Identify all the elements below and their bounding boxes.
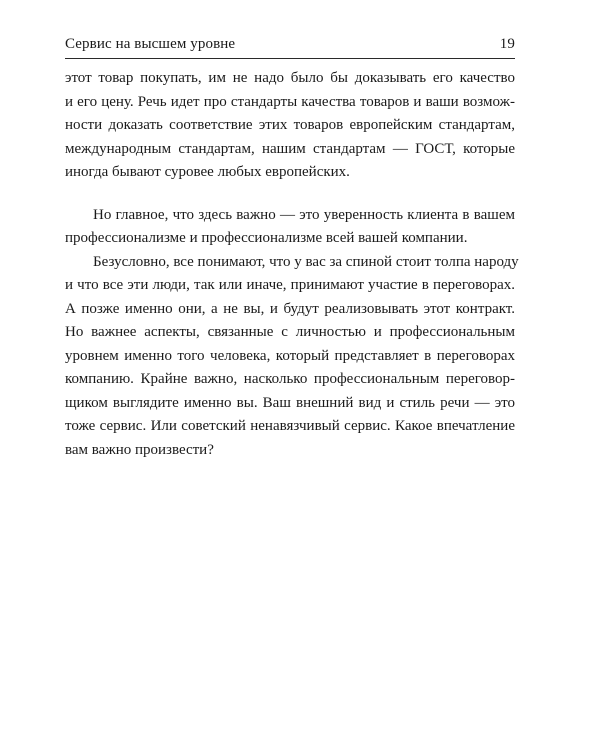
text-line: щиком выглядите именно вы. Ваш внешний вид и стиль речи — это bbox=[65, 394, 515, 411]
body-text bbox=[65, 67, 519, 462]
paragraph-2 bbox=[65, 204, 515, 251]
text-line: этот товар покупать, им не надо было бы доказывать его качество bbox=[65, 70, 515, 86]
page-number: 19 bbox=[499, 36, 515, 52]
running-header bbox=[65, 33, 515, 59]
paragraph-spacer bbox=[65, 185, 515, 204]
text-line: иногда бывают суровее любых европейских. bbox=[65, 164, 350, 180]
text-line: Но главное, что здесь важно — это уверенность клиента в вашем bbox=[93, 206, 515, 223]
text-line: компанию. Крайне важно, насколько профессиональным переговор- bbox=[65, 371, 515, 387]
text-line: Безусловно, все понимают, что у вас за спиной стоит толпа народу bbox=[93, 253, 519, 270]
text-line: вам важно произвести? bbox=[65, 441, 214, 458]
text-line: и что все эти люди, так или иначе, принимают участие в переговорах. bbox=[65, 277, 515, 293]
text-line: ности доказать соответствие этих товаров европейским стандартам, bbox=[65, 117, 515, 133]
text-line: профессионализме и профессионализме всей вашей компании. bbox=[65, 230, 468, 246]
text-line: тоже сервис. Или советский ненавязчивый сервис. Какое впечатление bbox=[65, 418, 515, 434]
text-line: уровнем именно того человека, который представляет в переговорах bbox=[65, 347, 515, 364]
text-line: А позже именно они, а не вы, и будут реализовывать этот контракт. bbox=[65, 300, 515, 317]
text-line: Но важнее аспекты, связанные с личностью и профессиональным bbox=[65, 324, 515, 340]
running-title: Сервис на высшем уровне bbox=[65, 36, 236, 52]
paragraph-1 bbox=[65, 67, 515, 185]
text-line: международным стандартам, нашим стандартам — ГОСТ, которые bbox=[65, 140, 515, 157]
paragraph-3 bbox=[65, 251, 519, 463]
text-line: и его цену. Речь идет про стандарты качества товаров и ваши возмож- bbox=[65, 93, 515, 110]
